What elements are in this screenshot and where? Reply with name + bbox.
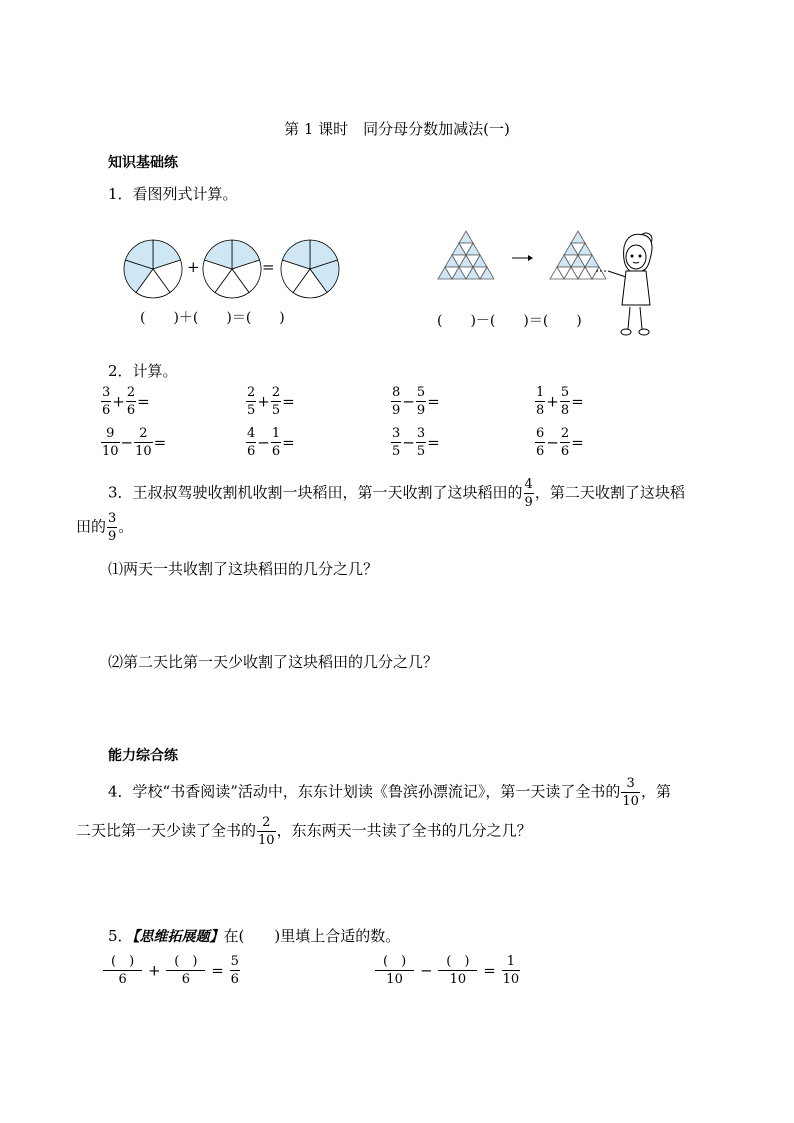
triangle-2 (550, 231, 606, 279)
equals[interactable]: = (427, 392, 440, 411)
operator: − (120, 433, 134, 452)
operator: + (112, 392, 125, 411)
arrow-icon (512, 255, 533, 261)
q5-tag: 【思维拓展题】 (132, 929, 224, 945)
q1-left-expression: ( )＋( )＝( ) (140, 310, 285, 326)
equals[interactable]: = (153, 433, 167, 452)
operator: − (402, 392, 415, 411)
q3-text-b: ，第二天收割了这块稻 (534, 483, 685, 502)
q1-label: 1．看图列式计算。 (108, 185, 238, 203)
fraction: $\frac{2}{6}$ (560, 426, 570, 459)
plus-sign: + (187, 258, 200, 276)
result-fraction: $\frac{5}{6}$ (230, 954, 239, 987)
q2-expression (100, 386, 150, 417)
equals[interactable]: = (282, 392, 295, 411)
q3-text-c: 田的 (76, 517, 107, 536)
blank-fraction: $\frac{( )}{6}$ (103, 955, 142, 986)
equals: = (211, 961, 224, 980)
operator: + (546, 392, 559, 411)
q3-line2 (76, 512, 133, 543)
operator: − (402, 433, 415, 452)
equals[interactable]: = (137, 392, 150, 411)
fraction: $\frac{2}{5}$ (247, 385, 256, 418)
section-ability: 能力综合练 (108, 748, 178, 764)
fraction: $\frac{3}{5}$ (392, 426, 401, 459)
fraction: $\frac{3}{6}$ (102, 385, 111, 418)
girl-illustration (596, 233, 652, 335)
q3-text-a: 3．王叔叔驾驶收割机收割一块稻田，第一天收割了这块稻田的 (108, 483, 523, 502)
section-basic: 知识基础练 (108, 155, 178, 171)
pie-1 (124, 240, 182, 298)
q2-expression (245, 386, 295, 417)
q4-line1 (108, 777, 671, 808)
blank-fraction: $\frac{( )}{10}$ (375, 955, 414, 986)
result-fraction: $\frac{1}{10}$ (502, 954, 520, 987)
fraction: $\frac{3}{5}$ (416, 426, 426, 459)
operator: − (546, 433, 559, 452)
fraction-3-9: $\frac{3}{9}$ (108, 511, 117, 544)
blank-fraction: $\frac{( )}{6}$ (166, 955, 205, 986)
pie-2 (203, 240, 261, 298)
q5-prompt (108, 925, 400, 946)
q2-label: 2．计算。 (108, 362, 178, 380)
triangle-1 (438, 231, 494, 279)
equals: = (483, 961, 496, 980)
q5-left-equation (102, 955, 241, 986)
fraction: $\frac{1}{8}$ (536, 385, 545, 418)
q5-right-equation (374, 955, 521, 986)
fraction: $\frac{1}{6}$ (271, 426, 281, 459)
operator: − (257, 433, 270, 452)
q3-sub1: ⑴两天一共收割了这块稻田的几分之几？ (108, 560, 379, 578)
q4-line2 (76, 816, 532, 847)
q3-sub2: ⑵第二天比第一天少收割了这块稻田的几分之几？ (108, 653, 439, 671)
operator: − (419, 961, 433, 980)
q5-text: 在( )里填上合适的数。 (223, 927, 401, 945)
equals[interactable]: = (282, 433, 295, 452)
fraction: $\frac{9}{10}$ (102, 426, 119, 459)
fraction: $\frac{5}{8}$ (560, 385, 570, 418)
blank-fraction: $\frac{( )}{10}$ (438, 955, 477, 986)
fraction: $\frac{5}{9}$ (416, 385, 426, 418)
q2-expression (100, 427, 166, 458)
q2-expression (534, 386, 584, 417)
q4-text-d: ，东东两天一共读了全书的几分之几？ (276, 821, 532, 840)
fraction: $\frac{6}{6}$ (536, 426, 545, 459)
fraction: $\frac{2}{5}$ (271, 385, 281, 418)
fraction: $\frac{8}{9}$ (392, 385, 401, 418)
fraction-3-10: $\frac{3}{10}$ (622, 776, 639, 809)
operator: + (257, 392, 270, 411)
fraction: $\frac{2}{6}$ (126, 385, 136, 418)
q2-expression (390, 386, 440, 417)
q4-text-b: ，第 (640, 782, 671, 801)
equals[interactable]: = (571, 392, 584, 411)
q4-text-c: 二天比第一天少读了全书的 (76, 821, 257, 840)
q4-text-a: 4．学校“书香阅读”活动中，东东计划读《鲁滨孙漂流记》，第一天读了全书的 (108, 782, 621, 801)
q1-right-expression: ( )－( )＝( ) (437, 313, 582, 329)
equals[interactable]: = (427, 433, 440, 452)
pie-3 (281, 240, 339, 298)
pie-figures (120, 234, 350, 304)
page-title: 第 1 课时 同分母分数加减法(一) (284, 120, 510, 138)
fraction-2-10: $\frac{2}{10}$ (258, 815, 275, 848)
equals[interactable]: = (571, 433, 584, 452)
q3-text-d: 。 (118, 517, 134, 536)
equals-sign: = (262, 258, 275, 276)
fraction-4-9: $\frac{4}{9}$ (524, 477, 533, 510)
q2-expression (534, 427, 584, 458)
q2-expression (245, 427, 295, 458)
q5-prefix: 5． (108, 927, 133, 945)
fraction: $\frac{4}{6}$ (247, 426, 256, 459)
operator: + (147, 961, 161, 980)
fraction: $\frac{2}{10}$ (135, 426, 152, 459)
q3-line1 (108, 478, 685, 509)
q2-expression (390, 427, 440, 458)
